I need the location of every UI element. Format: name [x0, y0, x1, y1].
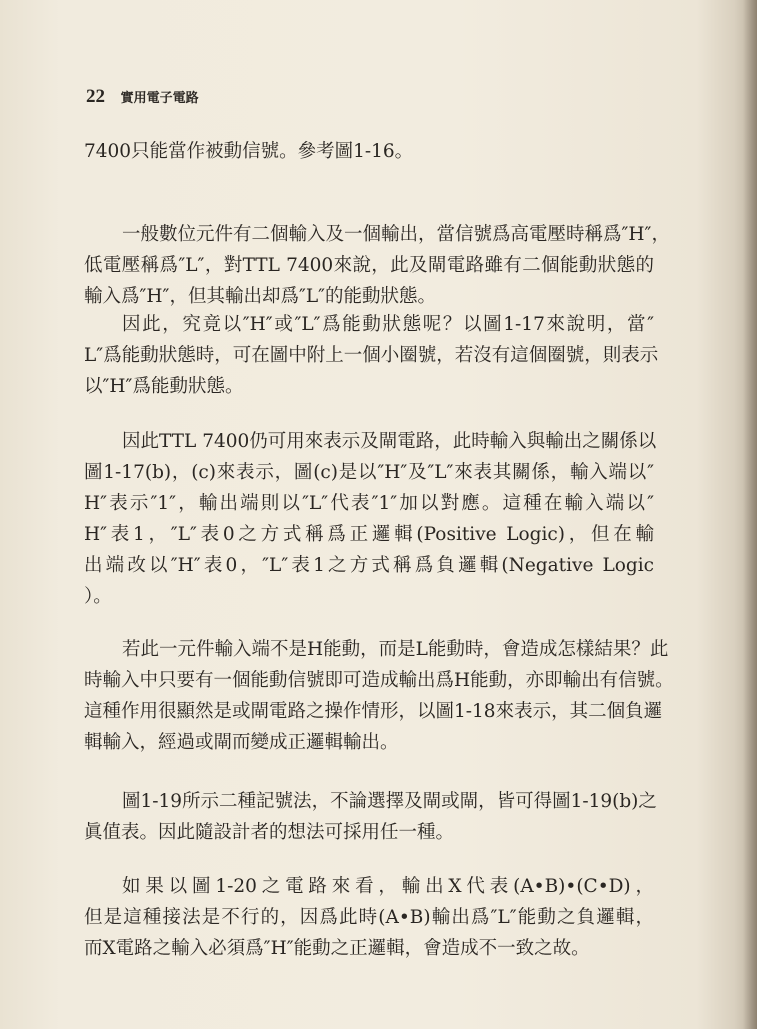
text-line: ）。	[84, 586, 112, 607]
paragraph	[84, 309, 659, 402]
paragraph	[84, 634, 674, 758]
text-line: 如果以圖1-20之電路來看，輸出X代表(A•B)•(C•D)，	[122, 876, 654, 897]
text-line: 出端改以″H″表0，″L″表1之方式稱爲負邏輯(Negative Logic	[84, 555, 654, 576]
text-line: 因此TTL 7400仍可用來表示及閘電路，此時輸入與輸出之關係以	[122, 431, 657, 452]
text-line: 時輸入中只要有一個能動信號即可造成輸出爲H能動，亦即輸出有信號。	[84, 670, 674, 691]
paragraph	[84, 786, 657, 848]
text-line: 圖1-19所示二種記號法，不論選擇及閘或閘，皆可得圖1-19(b)之	[122, 791, 657, 812]
text-line: 這種作用很顯然是或閘電路之操作情形，以圖1-18來表示，其二個負邏	[84, 701, 663, 722]
page-number: 22	[86, 86, 105, 107]
text-line: 圖1-17(b)，(c)來表示，圖(c)是以″H″及″L″來表其關係，輸入端以″	[84, 462, 654, 483]
text-line: 因此，究竟以″H″或″L″爲能動狀態呢？以圖1-17來說明，當″	[122, 314, 654, 335]
text-line: 輯輸入，經過或閘而變成正邏輯輸出。	[84, 732, 399, 753]
paragraph	[84, 426, 657, 612]
text-line: H″表示″1″，輸出端則以″L″代表″1″加以對應。這種在輸入端以″	[84, 493, 654, 514]
running-title: 實用電子電路	[120, 91, 199, 106]
text-line: 但是這種接法是不行的，因爲此時(A•B)輸出爲″L″能動之負邏輯，	[84, 907, 654, 928]
text-line: L″爲能動狀態時，可在圖中附上一個小圈號，若沒有這個圈號，則表示	[84, 345, 659, 366]
paragraph	[84, 219, 670, 312]
text-line: H″表1，″L″表0之方式稱爲正邏輯(Positive Logic)，但在輸	[84, 524, 654, 545]
text-line: 若此一元件輸入端不是H能動，而是L能動時，會造成怎樣結果？此	[122, 639, 669, 660]
book-spine-shadow	[743, 0, 757, 1029]
text-line: 而X電路之輸入必須爲″H″能動之正邏輯，會造成不一致之故。	[84, 938, 590, 959]
paragraph-continuation	[84, 136, 654, 167]
text-line: 低電壓稱爲″L″，對TTL 7400來說，此及閘電路雖有二個能動狀態的	[84, 255, 654, 276]
text-line: 一般數位元件有二個輸入及一個輸出，當信號爲高電壓時稱爲″H″，	[122, 224, 670, 245]
text-line: 眞值表。因此隨設計者的想法可採用任一種。	[84, 822, 455, 843]
paragraph	[84, 871, 654, 964]
text-line: 輸入爲″H″，但其輸出却爲″L″的能動狀態。	[84, 286, 437, 307]
text-line: 以″H″爲能動狀態。	[84, 376, 244, 397]
running-header	[86, 86, 199, 108]
text-line: 7400只能當作被動信號。參考圖1-16。	[84, 141, 414, 162]
